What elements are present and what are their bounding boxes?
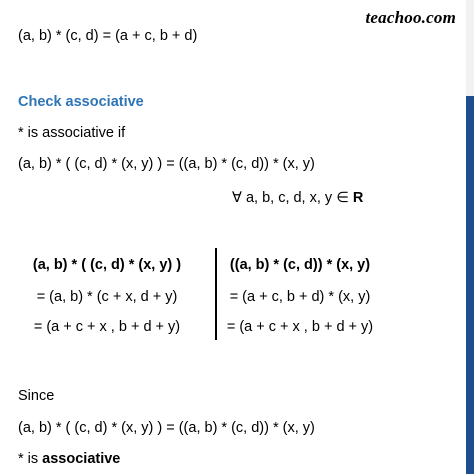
associative-condition-equation: (a, b) * ( (c, d) * (x, y) ) = ((a, b) * (c, d)) * (x, y)	[18, 156, 315, 172]
conclusion-prefix: * is	[18, 451, 43, 467]
left-column-header: (a, b) * ( (c, d) * (x, y) )	[32, 257, 182, 273]
operation-definition: (a, b) * (c, d) = (a + c, b + d)	[18, 28, 198, 44]
check-associative-heading: Check associative	[18, 94, 144, 110]
teachoo-logo: teachoo.com	[365, 8, 456, 27]
conclusion-associative-word: associative	[42, 451, 121, 467]
right-column-step2: = (a + c + x , b + d + y)	[226, 319, 374, 335]
scrollbar-thumb[interactable]	[466, 96, 474, 474]
right-column-step1: = (a + c, b + d) * (x, y)	[229, 289, 371, 305]
left-column-step2: = (a + c + x , b + d + y)	[33, 319, 181, 335]
for-all-text: ∀ a, b, c, d, x, y ∈	[232, 190, 353, 206]
for-all-quantifier	[232, 189, 363, 207]
conclusion-text	[18, 450, 120, 468]
real-numbers-symbol: R	[352, 190, 364, 206]
right-column-header: ((a, b) * (c, d)) * (x, y)	[229, 257, 371, 273]
since-text: Since	[18, 388, 55, 404]
left-column-step1: = (a, b) * (c + x, d + y)	[36, 289, 178, 305]
since-equation: (a, b) * ( (c, d) * (x, y) ) = ((a, b) * (c, d)) * (x, y)	[18, 420, 315, 436]
associative-if-text: * is associative if	[18, 125, 126, 141]
